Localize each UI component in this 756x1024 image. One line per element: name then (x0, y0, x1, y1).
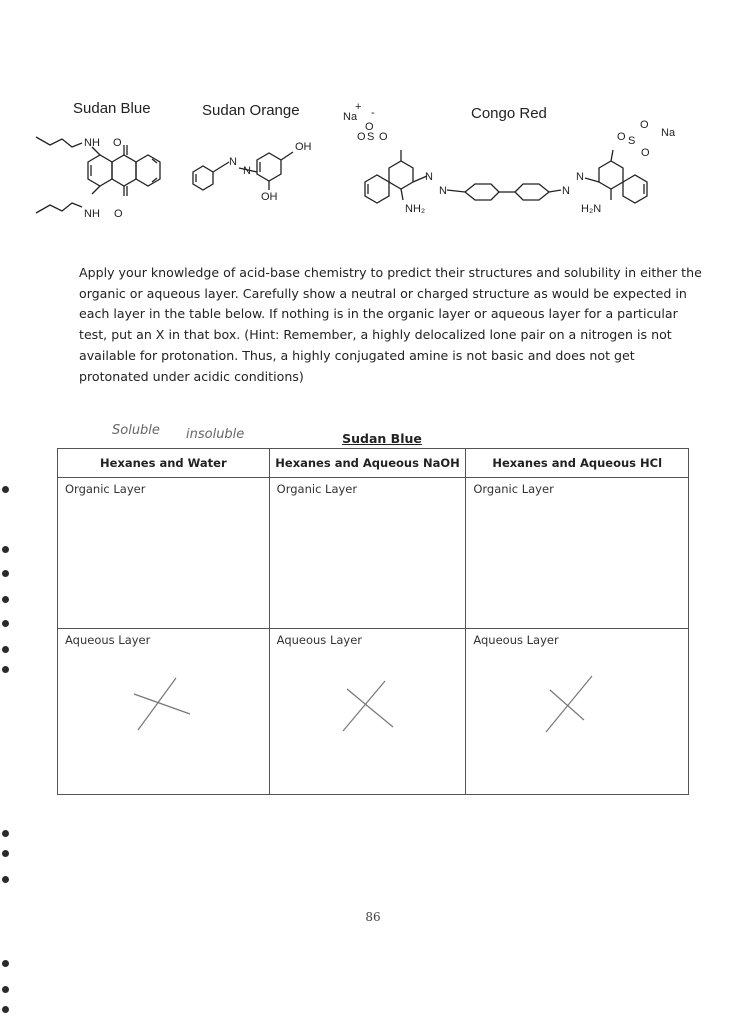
organic-cell-water[interactable] (58, 478, 270, 629)
handwritten-soluble: Soluble (112, 423, 160, 438)
organic-cell-hcl[interactable] (466, 478, 689, 629)
table-title: Sudan Blue (342, 431, 422, 446)
organic-label: Organic Layer (276, 482, 358, 496)
handwritten-insoluble: insoluble (186, 427, 245, 442)
congo-red-o-right-top: O (640, 119, 649, 131)
organic-cell-naoh[interactable] (269, 478, 466, 629)
table-header-row (58, 449, 689, 478)
sudan-orange-n1: N (229, 156, 237, 168)
aqueous-label: Aqueous Layer (473, 633, 559, 647)
congo-red-na-right: Na (661, 127, 676, 139)
aqueous-cell-hcl[interactable] (466, 629, 689, 795)
sudan-orange-structure (185, 130, 325, 205)
sudan-orange-n2: N (243, 165, 251, 177)
x-mark-3 (536, 674, 606, 736)
congo-red-s-left: S (367, 131, 375, 143)
sudan-blue-title: Sudan Blue (73, 100, 151, 117)
sudan-orange-oh-bottom: OH (261, 191, 278, 203)
instructions-paragraph: Apply your knowledge of acid-base chemistry to predict their structures and solubility in either the organic or aqueous layer. Carefully show a neutral or charged structure as would be expected in each layer in the table below. If nothing is in the organic layer or aqueous layer for a particular test, put an X in that box. (Hint: Remember, a highly delocalized lone pair on a nitrogen is not available for protonation. Thus, a highly conjugated amine is not basic and does not get protonated under acidic conditions) (79, 265, 702, 384)
congo-red-o-right-mid: O (617, 131, 626, 143)
aqueous-label: Aqueous Layer (65, 633, 151, 647)
sudan-blue-o-bottom: O (114, 208, 123, 220)
sudan-blue-structure (28, 125, 178, 230)
sudan-orange-title: Sudan Orange (202, 102, 300, 119)
layers-table (57, 448, 689, 795)
organic-layer-row (58, 478, 689, 629)
congo-red-n-b: N (439, 185, 447, 197)
congo-red-title: Congo Red (471, 105, 547, 122)
aqueous-cell-naoh[interactable] (269, 629, 466, 795)
sudan-blue-nh-top: NH (84, 137, 100, 149)
congo-red-o-left-top: O (365, 121, 374, 133)
congo-red-o-left-mid: O (357, 131, 366, 143)
congo-red-n-c: N (562, 185, 570, 197)
congo-red-structure (335, 100, 680, 225)
page-number: 86 (365, 910, 381, 924)
congo-red-nh2-right: H₂N (581, 203, 602, 215)
congo-red-n-a: N (425, 171, 433, 183)
congo-red-o-right-right: O (641, 147, 650, 159)
x-mark-2 (335, 677, 405, 739)
congo-red-o-left-right: O (379, 131, 388, 143)
congo-red-n-d: N (576, 171, 584, 183)
spiral-binding (0, 0, 14, 1024)
header-hexanes-water: Hexanes and Water (58, 449, 270, 478)
congo-red-nh2-left: NH₂ (405, 203, 426, 215)
header-hexanes-naoh: Hexanes and Aqueous NaOH (269, 449, 466, 478)
sudan-blue-nh-bottom: NH (84, 208, 100, 220)
aqueous-layer-row (58, 629, 689, 795)
organic-label: Organic Layer (473, 482, 554, 496)
aqueous-cell-water[interactable] (58, 629, 270, 795)
congo-red-minus: - (371, 107, 375, 119)
x-mark-1 (126, 674, 196, 736)
sudan-blue-o-top: O (113, 137, 122, 149)
aqueous-label: Aqueous Layer (276, 633, 363, 647)
sudan-orange-oh-top: OH (295, 141, 312, 153)
organic-label: Organic Layer (65, 482, 146, 496)
congo-red-plus: + (355, 101, 362, 113)
header-hexanes-hcl: Hexanes and Aqueous HCl (466, 449, 689, 478)
congo-red-na-left: Na (343, 111, 358, 123)
congo-red-s-right: S (628, 135, 636, 147)
